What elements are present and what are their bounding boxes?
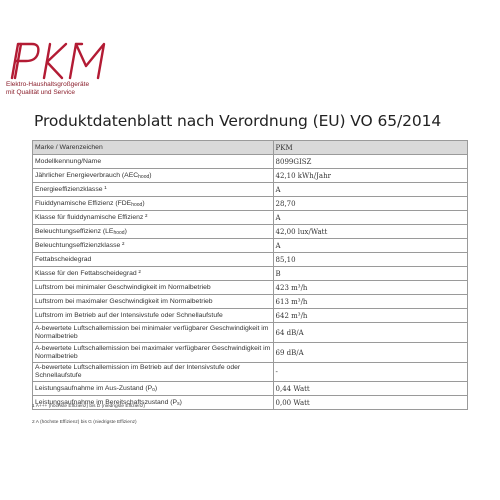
row-label-close: ) xyxy=(142,199,145,207)
row-label-text: Jährlicher Energieverbrauch (AEC xyxy=(35,171,139,179)
table-row xyxy=(33,155,468,169)
row-label-close: ) xyxy=(179,398,182,406)
row-value: 42,10 kWh/Jahr xyxy=(273,169,467,183)
row-value: - xyxy=(273,363,467,382)
row-label: A-bewertete Luftschallemission bei minimaler verfügbarer Geschwindigkeit im Normalbetrieb xyxy=(33,323,274,343)
table-row xyxy=(33,169,468,183)
table-row xyxy=(33,197,468,211)
row-label-subscript: hood xyxy=(131,201,143,208)
row-value: A xyxy=(273,239,467,253)
row-value: 613 m³/h xyxy=(273,295,467,309)
table-row xyxy=(33,225,468,239)
row-label-close: ) xyxy=(149,171,152,179)
row-label: A-bewertete Luftschallemission im Betrieb auf der Intensivstufe oder Schnellaufstufe xyxy=(33,363,274,382)
row-label-close: ) xyxy=(154,384,158,392)
row-label-subscript: hood xyxy=(138,173,150,180)
logo-tagline xyxy=(6,81,118,97)
row-value: PKM xyxy=(273,141,467,155)
brand-logo xyxy=(6,40,118,97)
row-value: 642 m³/h xyxy=(273,309,467,323)
row-label: Luftstrom bei minimaler Geschwindigkeit im Normalbetrieb xyxy=(33,281,274,295)
row-label: Fettabscheidegrad xyxy=(33,253,274,267)
table-row xyxy=(33,281,468,295)
row-value: 42,00 lux/Watt xyxy=(273,225,467,239)
page-title: Produktdatenblatt nach Verordnung (EU) VO 65/2014 xyxy=(34,112,442,130)
pkm-logo-mark xyxy=(6,40,118,80)
row-value: 8099GISZ xyxy=(273,155,467,169)
row-label-text: Beleuchtungseffizienz (LE xyxy=(35,227,114,235)
row-value: 0,00 Watt xyxy=(273,396,467,410)
table-row xyxy=(33,363,468,382)
row-label: Beleuchtungseffizienzklasse ² xyxy=(33,239,274,253)
table-row xyxy=(33,382,468,396)
table-row xyxy=(33,211,468,225)
table-row xyxy=(33,253,468,267)
table-row xyxy=(33,323,468,343)
table-row xyxy=(33,239,468,253)
row-label: Modellkennung/Name xyxy=(33,155,274,169)
row-label: Luftstrom im Betrieb auf der Intensivstufe oder Schnellaufstufe xyxy=(33,309,274,323)
row-value: B xyxy=(273,267,467,281)
row-value: A xyxy=(273,211,467,225)
row-value: A xyxy=(273,183,467,197)
table-row xyxy=(33,309,468,323)
row-label: Klasse für fluiddynamische Effizienz ² xyxy=(33,211,274,225)
row-value: 0,44 Watt xyxy=(273,382,467,396)
row-label-subscript: hood xyxy=(113,229,125,236)
product-data-table xyxy=(32,140,468,410)
row-label-text: Leistungsaufnahme im Bereitschaftszustand (P xyxy=(35,398,178,406)
row-label-subscript: s xyxy=(177,400,180,407)
footnotes xyxy=(32,403,145,435)
row-label: Marke / Warenzeichen xyxy=(33,141,274,155)
row-label: Energieeffizienzklasse ¹ xyxy=(33,183,274,197)
row-value: 28,70 xyxy=(273,197,467,211)
row-value: 64 dB/A xyxy=(273,323,467,343)
logo-text: PKM xyxy=(6,40,9,41)
table-row xyxy=(33,267,468,281)
row-value: 69 dB/A xyxy=(273,343,467,363)
table-row xyxy=(33,343,468,363)
row-label xyxy=(33,225,274,239)
row-label: Luftstrom bei maximaler Geschwindigkeit im Normalbetrieb xyxy=(33,295,274,309)
row-label xyxy=(33,169,274,183)
footnote-1: 1 A+++ (höchste Effizienz) bis D (niedrigste Effizienz) xyxy=(32,404,146,409)
row-label-text: Fluiddynamische Effizienz (FDE xyxy=(35,199,132,207)
tagline-line-2: mit Qualität und Service xyxy=(6,89,76,96)
row-value: 423 m³/h xyxy=(273,281,467,295)
row-label: A-bewertete Luftschallemission bei maximaler verfügbarer Geschwindigkeit im Normalbetrieb xyxy=(33,343,274,363)
row-label xyxy=(33,197,274,211)
table-row xyxy=(33,183,468,197)
row-label-close: ) xyxy=(124,227,127,235)
tagline-line-1: Elektro-Haushaltsgroßgeräte xyxy=(6,81,90,88)
footnote-2: 2 A (höchste Effizienz) bis G (niedrigste Effizienz) xyxy=(32,420,137,425)
row-value: 85,10 xyxy=(273,253,467,267)
table-row xyxy=(33,141,468,155)
table-row xyxy=(33,295,468,309)
row-label: Klasse für den Fettabscheidegrad ² xyxy=(33,267,274,281)
row-label-subscript: o xyxy=(152,386,155,393)
row-label xyxy=(33,382,274,396)
row-label-text: Leistungsaufnahme im Aus-Zustand (P xyxy=(35,384,153,392)
